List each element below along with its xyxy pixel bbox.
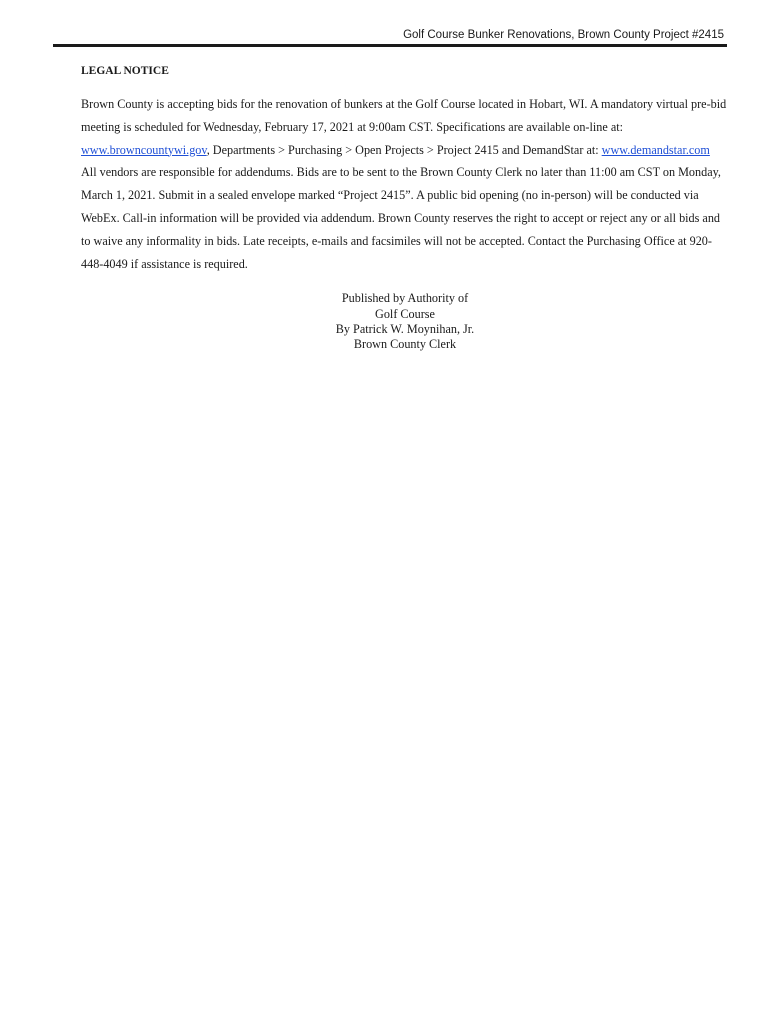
signature-line-authority: Published by Authority of [341,291,469,306]
browncounty-link[interactable]: www.browncountywi.gov [81,142,207,157]
notice-body [81,62,729,353]
demandstar-link[interactable]: www.demandstar.com [601,142,710,157]
notice-heading: LEGAL NOTICE [81,65,169,77]
signature-line-name: By Patrick W. Moynihan, Jr. [335,321,475,336]
header-rule [53,44,727,47]
running-header: Golf Course Bunker Renovations, Brown County Project #2415 [403,29,724,41]
paragraph-1-text-a: Brown County is accepting bids for the renovation of bunkers at the Golf Course located in Hobart, WI. A mandatory virtual pre-bid meeting is scheduled for Wednesday, February 17, 2021 at 9:00am CST. Specifications are available on-line at: [81,97,727,134]
paragraph-1-text-b: , Departments > Purchasing > Open Projects > Project 2415 and DemandStar at: [206,142,602,157]
signature-line-department: Golf Course [375,306,435,321]
notice-paragraph-1 [81,93,729,161]
signature-line-title: Brown County Clerk [353,337,457,352]
notice-paragraph-2: All vendors are responsible for addendums. Bids are to be sent to the Brown County Clerk no later than 11:00 am CST on Monday, March 1, 2021. Submit in a sealed envelope marked “Project 2415”. A public bid opening (no in-person) will be conducted via WebEx. Call-in information will be provided via addendum. Brown County reserves the right to accept or reject any or all bids and to waive any informality in bids. Late receipts, e-mails and facsimiles will not be accepted. Contact the Purchasing Office at 920-448-4049 if assistance is required. [81,165,721,271]
signature-block [81,291,729,352]
